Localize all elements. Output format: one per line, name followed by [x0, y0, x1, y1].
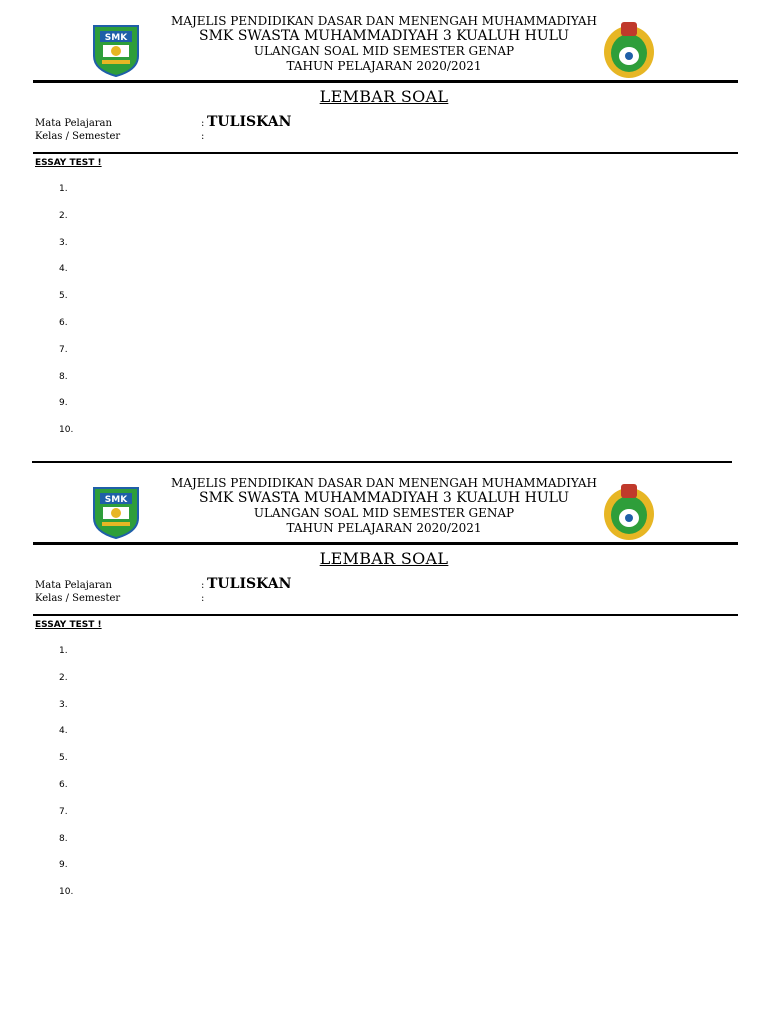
section-label: ESSAY TEST ! [35, 158, 102, 168]
question-list [59, 183, 73, 451]
class-label: Kelas / Semester [35, 593, 121, 604]
question-list [59, 645, 73, 913]
subject-label: Mata Pelajaran [35, 580, 112, 591]
question-number: 10. [59, 425, 74, 436]
exam-name: ULANGAN SOAL MID SEMESTER GENAP [253, 44, 515, 58]
question-number: 2. [59, 672, 68, 683]
fields-divider [33, 614, 738, 616]
question-number: 7. [59, 806, 68, 817]
header-divider [33, 542, 738, 545]
school-name: SMK SWASTA MUHAMMADIYAH 3 KUALUH HULU [199, 490, 569, 506]
organization-name: MAJELIS PENDIDIKAN DASAR DAN MENENGAH MUHAMMADIYAH [171, 14, 597, 28]
svg-text:SMK: SMK [104, 33, 128, 43]
academic-year: TAHUN PELAJARAN 2020/2021 [286, 59, 482, 73]
class-colon: : [201, 131, 205, 142]
exam-name: ULANGAN SOAL MID SEMESTER GENAP [253, 506, 515, 520]
exam-sheet [0, 0, 768, 462]
question-number: 6. [59, 779, 68, 790]
question-number: 4. [59, 264, 68, 275]
question-number: 1. [59, 646, 68, 656]
subject-value: TULISKAN [207, 114, 292, 130]
header-divider [33, 80, 738, 83]
svg-text:SMK: SMK [104, 495, 128, 505]
question-number: 3. [59, 699, 68, 710]
question-number: 2. [59, 210, 68, 221]
question-number: 9. [59, 860, 68, 871]
question-number: 6. [59, 317, 68, 328]
question-number: 4. [59, 726, 68, 737]
school-name: SMK SWASTA MUHAMMADIYAH 3 KUALUH HULU [199, 28, 569, 44]
question-number: 5. [59, 291, 68, 302]
page-title: LEMBAR SOAL [319, 549, 449, 568]
question-number: 5. [59, 753, 68, 764]
section-label: ESSAY TEST ! [35, 620, 102, 630]
academic-year: TAHUN PELAJARAN 2020/2021 [286, 521, 482, 535]
fields-divider [33, 152, 738, 154]
question-number: 8. [59, 833, 68, 844]
question-number: 3. [59, 237, 68, 248]
question-number: 10. [59, 887, 74, 898]
subject-label: Mata Pelajaran [35, 118, 112, 129]
page-title: LEMBAR SOAL [319, 87, 449, 106]
organization-name: MAJELIS PENDIDIKAN DASAR DAN MENENGAH MUHAMMADIYAH [171, 476, 597, 490]
subject-colon: : [201, 580, 205, 591]
class-label: Kelas / Semester [35, 131, 121, 142]
question-number: 8. [59, 371, 68, 382]
subject-colon: : [201, 118, 205, 129]
question-number: 1. [59, 184, 68, 194]
question-number: 7. [59, 344, 68, 355]
exam-sheet [0, 462, 768, 924]
question-number: 9. [59, 398, 68, 409]
class-colon: : [201, 593, 205, 604]
subject-value: TULISKAN [207, 576, 292, 592]
